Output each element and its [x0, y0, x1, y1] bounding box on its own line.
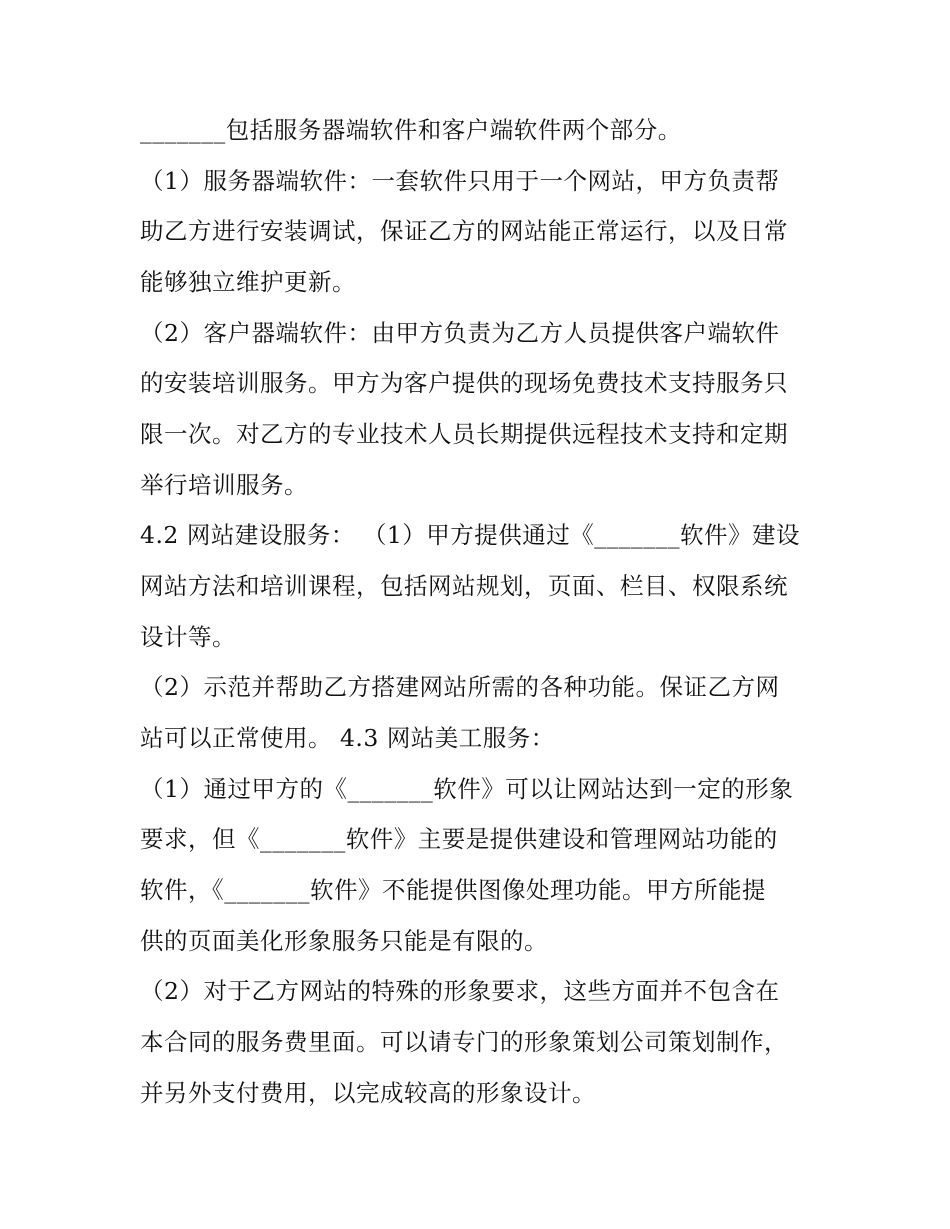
text-line: 软件，《_______软件》不能提供图像处理功能。甲方所能提	[140, 876, 766, 904]
text-line: （2）对于乙方网站的特殊的形象要求，这些方面并不包含在	[140, 977, 780, 1005]
text-line: 限一次。对乙方的专业技术人员长期提供远程技术支持和定期	[140, 420, 788, 448]
text-line: 设计等。	[140, 623, 236, 651]
text-line: 并另外支付费用，以完成较高的形象设计。	[140, 1079, 596, 1107]
text-line: 的安装培训服务。甲方为客户提供的现场免费技术支持服务只	[140, 369, 788, 397]
text-line: （1）服务器端软件：一套软件只用于一个网站，甲方负责帮	[140, 167, 780, 195]
text-line: 网站方法和培训课程，包括网站规划，页面、栏目、权限系统	[140, 572, 788, 600]
text-line: 助乙方进行安装调试，保证乙方的网站能正常运行，以及日常	[140, 217, 788, 245]
text-line: 供的页面美化形象服务只能是有限的。	[140, 927, 548, 955]
text-line: 4.2 网站建设服务： （1）甲方提供通过《_______软件》建设	[140, 521, 801, 549]
text-line: _______包括服务器端软件和客户端软件两个部分。	[140, 116, 682, 144]
text-line: （2）客户器端软件：由甲方负责为乙方人员提供客户端软件	[140, 319, 780, 347]
text-line: 举行培训服务。	[140, 471, 308, 499]
text-line: 站可以正常使用。 4.3 网站美工服务：	[140, 724, 555, 752]
text-line: 能够独立维护更新。	[140, 268, 356, 296]
text-line: 本合同的服务费里面。可以请专门的形象策划公司策划制作，	[140, 1028, 788, 1056]
text-line: （1）通过甲方的《_______软件》可以让网站达到一定的形象	[140, 775, 794, 803]
text-line: （2）示范并帮助乙方搭建网站所需的各种功能。保证乙方网	[140, 673, 780, 701]
text-line: 要求，但《_______软件》主要是提供建设和管理网站功能的	[140, 825, 778, 853]
